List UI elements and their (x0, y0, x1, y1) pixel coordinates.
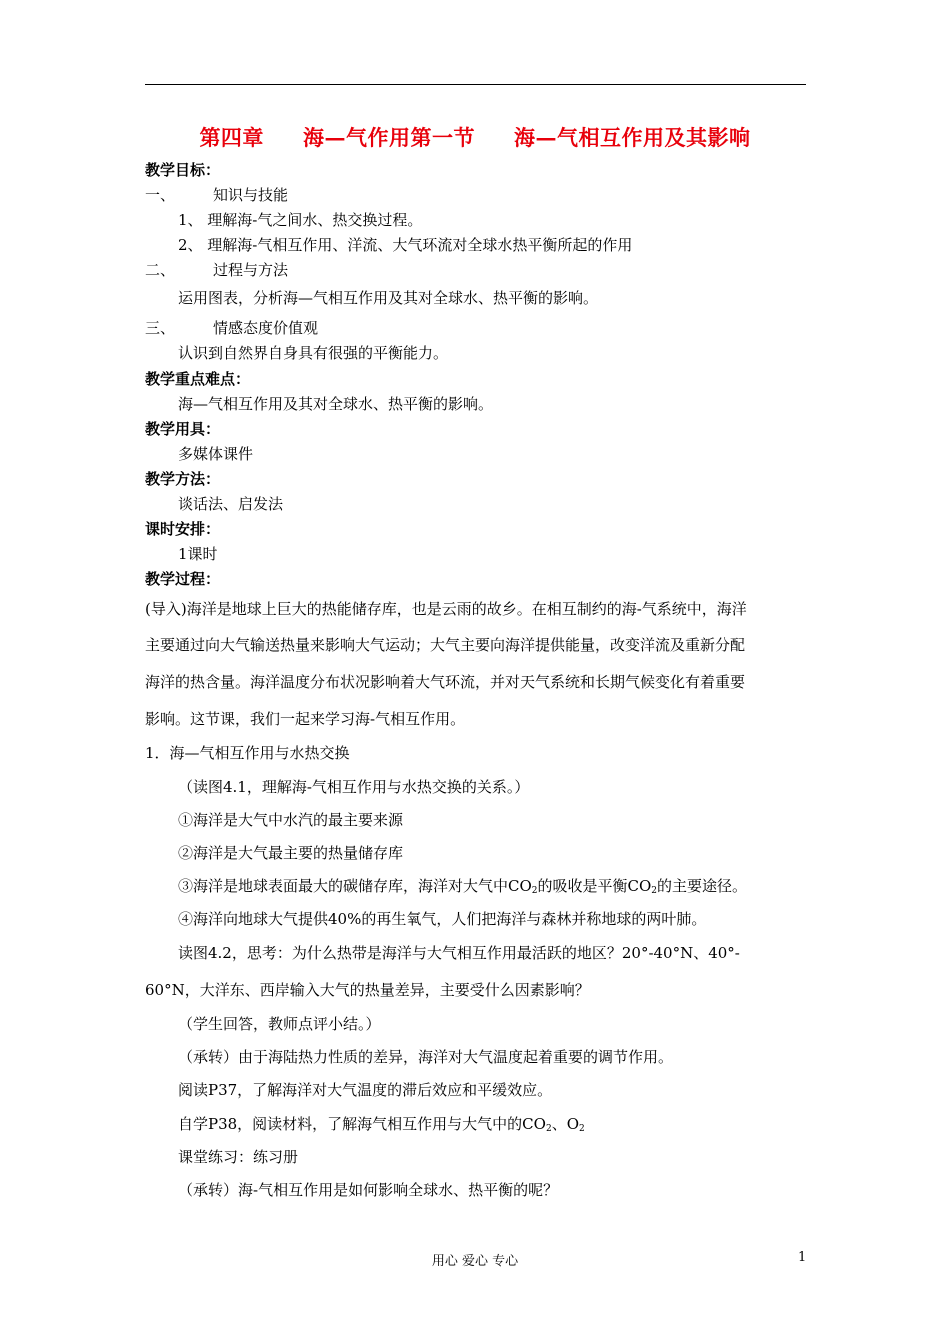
key-points-text: 海—气相互作用及其对全球水、热平衡的影响。 (178, 395, 494, 413)
objective-title: 知识与技能 (213, 186, 289, 204)
objective-item-3 (145, 318, 318, 338)
objective-number: 三、 (145, 319, 176, 337)
intro-line-3: 海洋的热含量。海洋温度分布状况影响着大气环流，并对天气系统和长期气候变化有着重要 (145, 673, 746, 691)
read-p37: 阅读P37，了解海洋对大气温度的滞后效应和平缓效应。 (178, 1081, 553, 1099)
page-title: 第四章 海—气作用第一节 海—气相互作用及其影响 (199, 125, 751, 150)
header-rule (145, 84, 806, 85)
point-3 (178, 876, 747, 901)
point-2: ②海洋是大气最主要的热量储存库 (178, 844, 404, 862)
self-study-p38 (178, 1114, 585, 1139)
section-1-title: 1．海—气相互作用与水热交换 (145, 744, 350, 762)
subscript: 2 (651, 886, 658, 896)
intro-line-1: (导入)海洋是地球上巨大的热能储存库，也是云雨的故乡。在相互制约的海-气系统中，海洋 (145, 600, 747, 618)
transition-2: （承转）海-气相互作用是如何影响全球水、热平衡的呢？ (178, 1181, 559, 1199)
subscript: 2 (531, 886, 538, 896)
schedule-heading: 课时安排： (145, 520, 221, 538)
subscript: 2 (545, 1124, 552, 1134)
page-footer: 用心 爱心 专心 (431, 1254, 519, 1269)
transition-1: （承转）由于海陆热力性质的差异，海洋对大气温度起着重要的调节作用。 (178, 1048, 674, 1066)
page-number: 1 (798, 1250, 807, 1265)
point-3-part: 的吸收是平衡CO (537, 877, 652, 895)
tools-text: 多媒体课件 (178, 445, 254, 463)
exercise: 课堂练习：练习册 (178, 1148, 299, 1166)
intro-line-4: 影响。这节课，我们一起来学习海-气相互作用。 (145, 710, 466, 728)
process-heading: 教学过程： (145, 570, 221, 588)
objective-title: 过程与方法 (213, 261, 289, 279)
self-study-part: 、O (551, 1115, 580, 1133)
knowledge-point-2: 2、 理解海-气相互作用、洋流、大气环流对全球水热平衡所起的作用 (178, 236, 633, 254)
key-points-heading: 教学重点难点： (145, 370, 251, 388)
read-figure-4-1: （读图4.1，理解海-气相互作用与水热交换的关系。） (178, 778, 530, 796)
read-figure-4-2-line-2: 60°N，大洋东、西岸输入大气的热量差异，主要受什么因素影响？ (145, 981, 590, 999)
objectives-heading: 教学目标： (145, 161, 221, 179)
attitude-text: 认识到自然界自身具有很强的平衡能力。 (178, 344, 449, 362)
schedule-text: 1课时 (178, 545, 218, 563)
objective-item-2 (145, 260, 288, 280)
objective-title: 情感态度价值观 (213, 319, 319, 337)
objective-item-1 (145, 185, 288, 205)
process-text: 运用图表，分析海—气相互作用及其对全球水、热平衡的影响。 (178, 289, 599, 307)
methods-text: 谈话法、启发法 (178, 495, 284, 513)
student-answer: （学生回答，教师点评小结。） (178, 1015, 381, 1033)
point-3-part: ③海洋是地球表面最大的碳储存库，海洋对大气中CO (178, 877, 532, 895)
knowledge-point-1: 1、 理解海-气之间水、热交换过程。 (178, 211, 423, 229)
subscript: 2 (579, 1124, 585, 1134)
point-3-part: 的主要途径。 (657, 877, 748, 895)
objective-number: 一、 (145, 186, 176, 204)
read-figure-4-2-line-1: 读图4.2，思考：为什么热带是海洋与大气相互作用最活跃的地区？20°-40°N、40°- (178, 944, 740, 962)
tools-heading: 教学用具： (145, 420, 221, 438)
point-4: ④海洋向地球大气提供40%的再生氧气，人们把海洋与森林并称地球的两叶肺。 (178, 910, 707, 928)
objective-number: 二、 (145, 261, 176, 279)
self-study-part: 自学P38，阅读材料，了解海气相互作用与大气中的CO (178, 1115, 546, 1133)
methods-heading: 教学方法： (145, 470, 221, 488)
point-1: ①海洋是大气中水汽的最主要来源 (178, 811, 404, 829)
intro-line-2: 主要通过向大气输送热量来影响大气运动；大气主要向海洋提供能量，改变洋流及重新分配 (145, 636, 746, 654)
